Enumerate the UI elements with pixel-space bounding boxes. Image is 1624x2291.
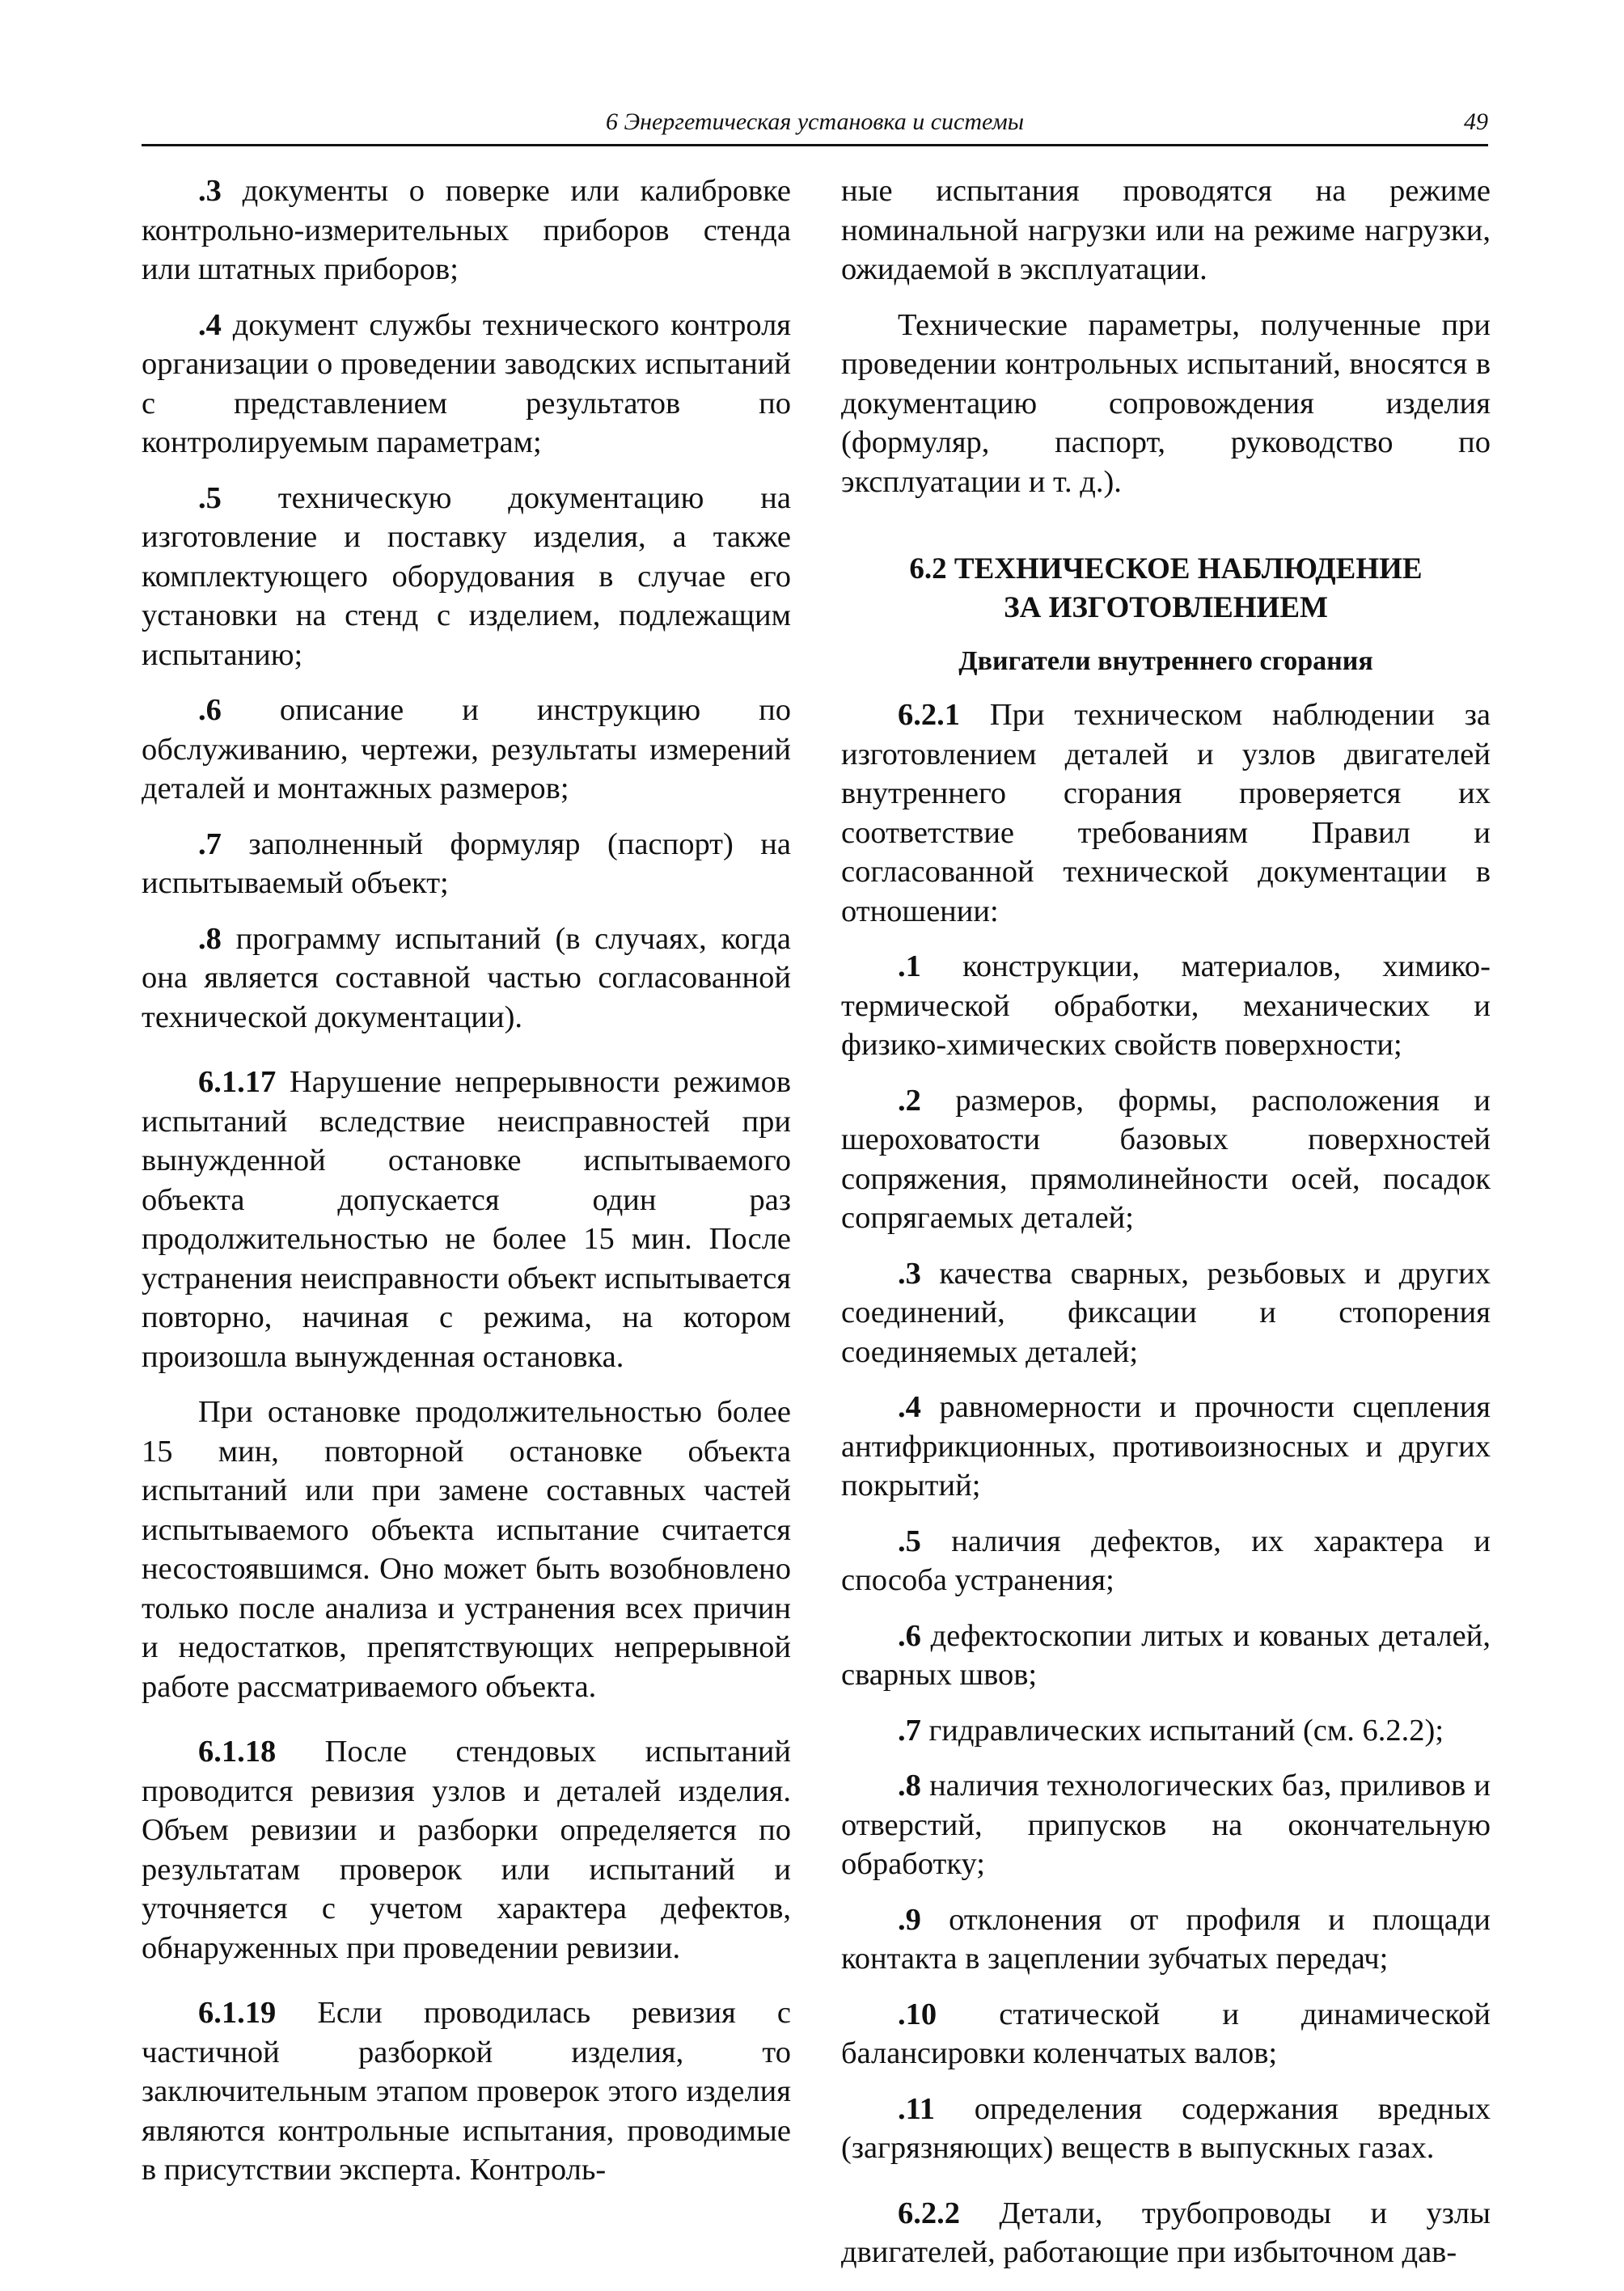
header-title: 6 Энергетическая установка и системы	[605, 108, 1025, 135]
page-number: 49	[1464, 108, 1488, 135]
paragraph-6-1-19: 6.1.19 Если проводилась ревизия с частичной разборкой изделия, то заключительным этапом проверок этого изделия являются контрольные испытания, проводимые в присутствии эксперта. Контроль-	[142, 1996, 791, 2187]
running-header	[142, 104, 1488, 146]
list-item: .10 статической и динамической балансировки коленчатых валов;	[841, 1997, 1491, 2070]
left-column	[142, 171, 791, 2190]
list-item: .7 гидравлических испытаний (см. 6.2.2);	[898, 1713, 1444, 1748]
list-item: .8 наличия технологических баз, приливов и отверстий, припусков на окончательную обработку;	[841, 1769, 1491, 1881]
section-heading: 6.2 ТЕХНИЧЕСКОЕ НАБЛЮДЕНИЕ ЗА ИЗГОТОВЛЕНИЕМ	[909, 552, 1423, 624]
list-item: .4 равномерности и прочности сцепления антифрикционных, противоизносных и других покрытий;	[841, 1390, 1491, 1503]
list-item: .3 качества сварных, резьбовых и других соединений, фиксации и стопорения соединяемых деталей;	[841, 1256, 1491, 1369]
list-item: .4 документ службы технического контроля организации о проведении заводских испытаний с представлением результатов по контролируемым параметрам;	[142, 307, 792, 459]
list-item: .5 техническую документацию на изготовление и поставку изделия, а также комплектующего оборудования в случае его установки на стенд с изделием, подлежащим испытанию;	[142, 480, 792, 672]
list-item: .11 определения содержания вредных (загрязняющих) веществ в выпускных газах.	[841, 2091, 1491, 2165]
list-item: .5 наличия дефектов, их характера и способа устранения;	[841, 1524, 1491, 1597]
paragraph: ные испытания проводятся на режиме номинальной нагрузки или на режиме нагрузки, ожидаемой в эксплуатации.	[841, 174, 1491, 286]
paragraph-6-2-1: 6.2.1 При техническом наблюдении за изготовлением деталей и узлов двигателей внутреннего сгорания проверяется их соответствие требованиям Правил и согласованной технической документации в отношении:	[841, 698, 1491, 928]
list-item: .8 программу испытаний (в случаях, когда она является составной частью согласованной технической документации).	[142, 921, 791, 1034]
list-item: .7 заполненный формуляр (паспорт) на испытываемый объект;	[142, 826, 791, 900]
list-item: .6 дефектоскопии литых и кованых деталей, сварных швов;	[841, 1618, 1491, 1692]
list-item: .1 конструкции, материалов, химико-термической обработки, механических и физико-химических свойств поверхности;	[841, 949, 1491, 1062]
list-item: .9 отклонения от профиля и площади контакта в зацеплении зубчатых передач;	[841, 1902, 1491, 1976]
paragraph-6-2-2: 6.2.2 Детали, трубопроводы и узлы двигателей, работающие при избыточном дав-	[841, 2196, 1491, 2269]
paragraph: При остановке продолжительностью более 15 мин, повторной остановке объекта испытаний или при замене составных частей испытываемого объекта испытание считается несостоявшимся. Оно может быть возобновлено только после анализа и устранения всех причин и недостатков, препятствующих непрерывной работе рассматриваемого объекта.	[142, 1395, 791, 1704]
list-item: .3 документы о поверке или калибровке контрольно-измерительных приборов стенда или штатных приборов;	[142, 174, 791, 286]
subsection-heading: Двигатели внутреннего сгорания	[958, 646, 1373, 676]
paragraph-6-1-17: 6.1.17 Нарушение непрерывности режимов испытаний вследствие неисправностей при вынужденной остановке испытываемого объекта допускается один раз продолжительностью не более 15 мин. После устранения неисправности объект испытывается повторно, начиная с режима, на котором произошла вынужденная остановка.	[142, 1065, 791, 1374]
paragraph: Технические параметры, полученные при проведении контрольных испытаний, вносятся в документацию сопровождения изделия (формуляр, паспорт, руководство по эксплуатации и т. д.).	[841, 307, 1491, 499]
paragraph-6-1-18: 6.1.18 После стендовых испытаний проводится ревизия узлов и деталей изделия. Объем ревизии и разборки определяется по результатам проверок или испытаний и уточняется с учетом характера дефектов, обнаруженных при проведении ревизии.	[142, 1735, 792, 1965]
right-column	[841, 171, 1491, 2272]
list-item: .2 размеров, формы, расположения и шероховатости базовых поверхностей сопряжения, прямолинейности осей, посадок сопрягаемых деталей;	[841, 1083, 1491, 1235]
list-item: .6 описание и инструкцию по обслуживанию, чертежи, результаты измерений деталей и монтажных размеров;	[142, 693, 791, 805]
